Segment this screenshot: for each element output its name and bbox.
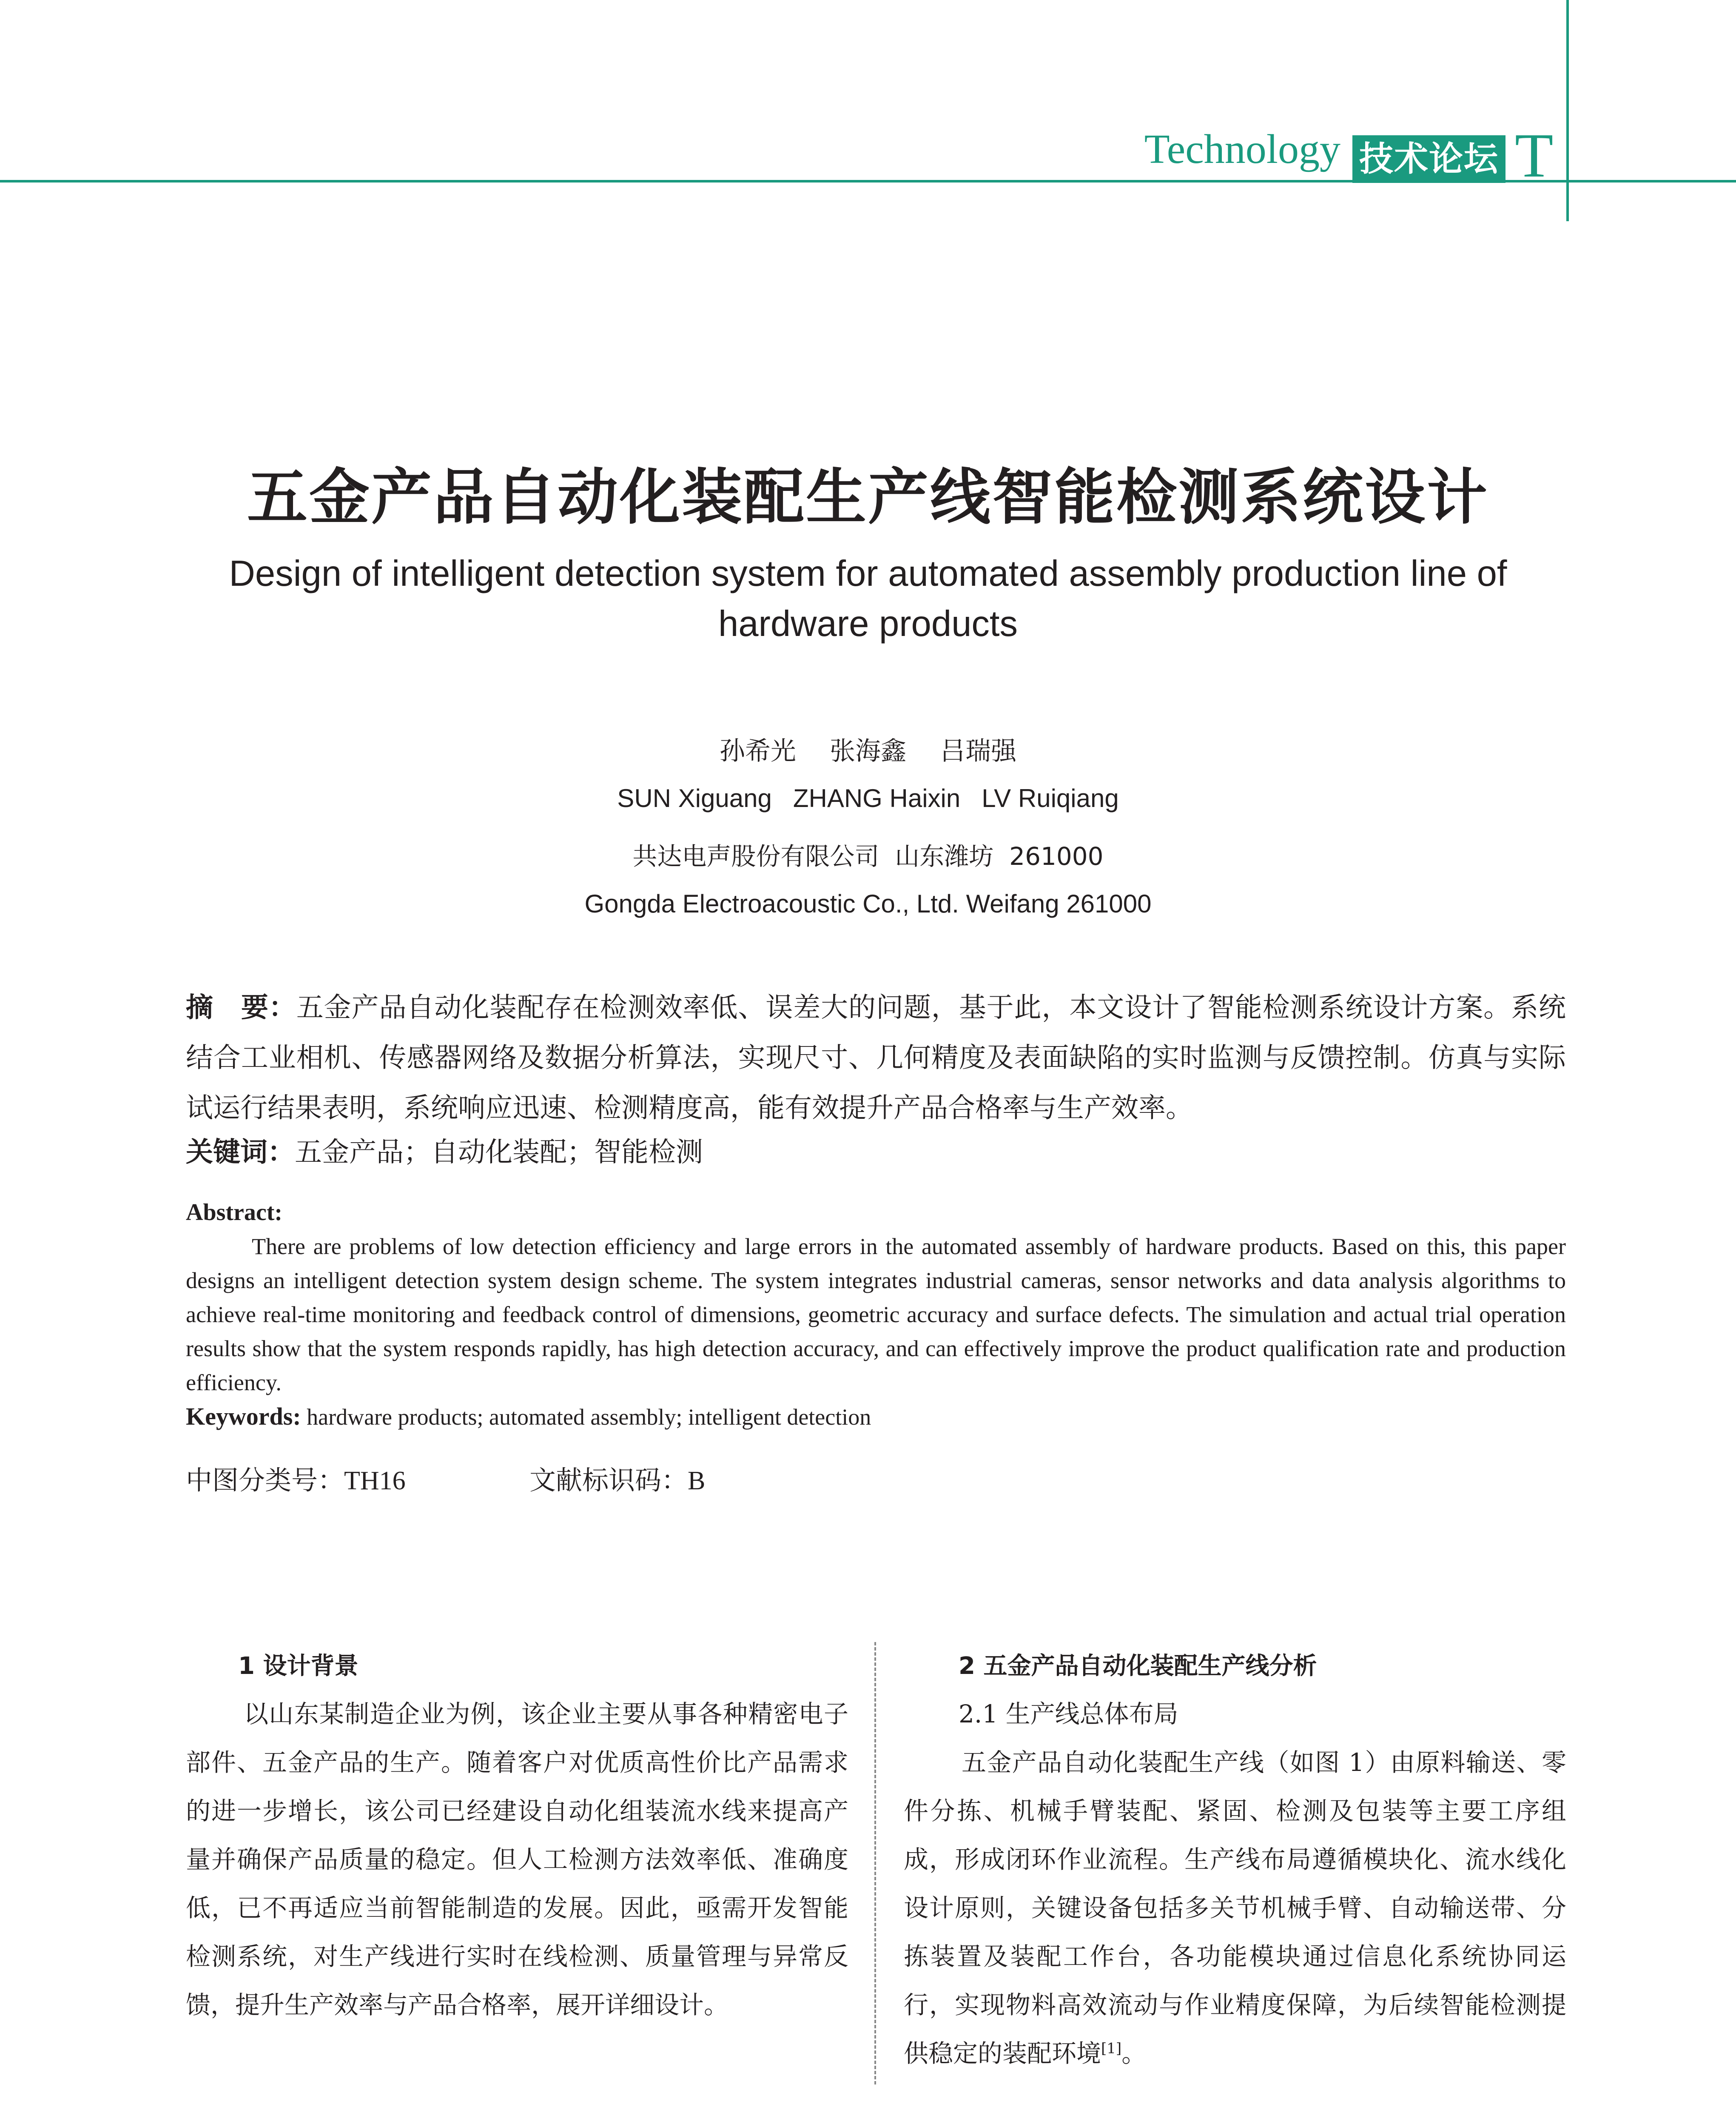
section-1-heading: 1 设计背景 (238, 1652, 359, 1680)
abstract-cn-text: 五金产品自动化装配存在检测效率低、误差大的问题，基于此，本文设计了智能检测系统设计方案。系统结合工业相机、传感器网络及数据分析算法，实现尺寸、几何精度及表面缺陷的实时监测与反馈控制。仿真与实际试运行结果表明，系统响应迅速、检测精度高，能有效提升产品合格率与生产效率。 (186, 992, 1566, 1124)
header-vertical-rule (1566, 0, 1569, 221)
clc-number (186, 1459, 406, 1497)
doc-code-value: B (688, 1466, 706, 1495)
affiliation-en: Gongda Electroacoustic Co., Ltd. Weifang 261000 (584, 890, 1152, 918)
section-2-1-end: 。 (1121, 2039, 1147, 2068)
citation-ref: [1] (1101, 2040, 1122, 2057)
title-en: Design of intelligent detection system for automated assembly production line of hardware products (229, 553, 1507, 644)
keywords-cn (186, 1133, 1566, 1172)
authors-en: SUN Xiguang ZHANG Haixin LV Ruiqiang (617, 784, 1119, 813)
header-section-letter: T (1515, 121, 1554, 191)
section-2-1-subheading: 2.1 生产线总体布局 (959, 1699, 1178, 1728)
column-divider (874, 1642, 876, 2084)
doc-code-label: 文献标识码： (529, 1465, 688, 1496)
authors-cn: 孙希光 张海鑫 吕瑞强 (719, 736, 1017, 766)
keywords-en-text: hardware products; automated assembly; intelligent detection (307, 1404, 871, 1430)
keywords-en-label: Keywords: (186, 1403, 301, 1430)
abstract-cn (186, 983, 1566, 1133)
header-section-en: Technology (1144, 126, 1340, 172)
section-1-paragraph: 以山东某制造企业为例，该企业主要从事各种精密电子部件、五金产品的生产。随着客户对优质高性价比产品需求的进一步增长，该公司已经建设自动化组装流水线来提高产量并确保产品质量的稳定。但人工检测方法效率低、准确度低，已不再适应当前智能制造的发展。因此，亟需开发智能检测系统，对生产线进行实时在线检测、质量管理与异常反馈，提升生产效率与产品合格率，展开详细设计。 (186, 1699, 848, 2019)
abstract-en-label: Abstract: (186, 1199, 283, 1226)
clc-label: 中图分类号： (186, 1465, 344, 1496)
keywords-en (186, 1400, 1566, 1434)
clc-value: TH16 (344, 1466, 406, 1495)
affiliation-cn: 共达电声股份有限公司 山东潍坊 261000 (632, 842, 1104, 871)
section-2-heading: 2 五金产品自动化装配生产线分析 (959, 1652, 1317, 1680)
section-2-1-paragraph (904, 1738, 1566, 2078)
keywords-cn-text: 五金产品；自动化装配；智能检测 (295, 1137, 703, 1168)
abstract-cn-label: 摘 要： (186, 992, 296, 1024)
title-cn: 五金产品自动化装配生产线智能检测系统设计 (247, 462, 1489, 533)
document-code (529, 1459, 705, 1497)
keywords-cn-label: 关键词： (186, 1137, 295, 1168)
header-section-cn: 技术论坛 (1352, 135, 1505, 183)
section-2-1-text: 五金产品自动化装配生产线（如图 1）由原料输送、零件分拣、机械手臂装配、紧固、检测及包装等主要工序组成，形成闭环作业流程。生产线布局遵循模块化、流水线化设计原则，关键设备包括多关节机械手臂、自动输送带、分拣装置及装配工作台，各功能模块通过信息化系统协同运行，实现物料高效流动与作业精度保障，为后续智能检测提供稳定的装配环境 (904, 1748, 1566, 2068)
abstract-en-text: There are problems of low detection efficiency and large errors in the automated assembly of hardware products. Based on this, this paper designs an intelligent detection system design scheme. The system integrates industrial cameras, sensor networks and data analysis algorithms to achieve real-time monitoring and feedback control of dimensions, geometric accuracy and surface defects. The simulation and actual trial operation results show that the system responds rapidly, has high detection accuracy, and can effectively improve the product qualification rate and production efficiency. (186, 1234, 1566, 1395)
